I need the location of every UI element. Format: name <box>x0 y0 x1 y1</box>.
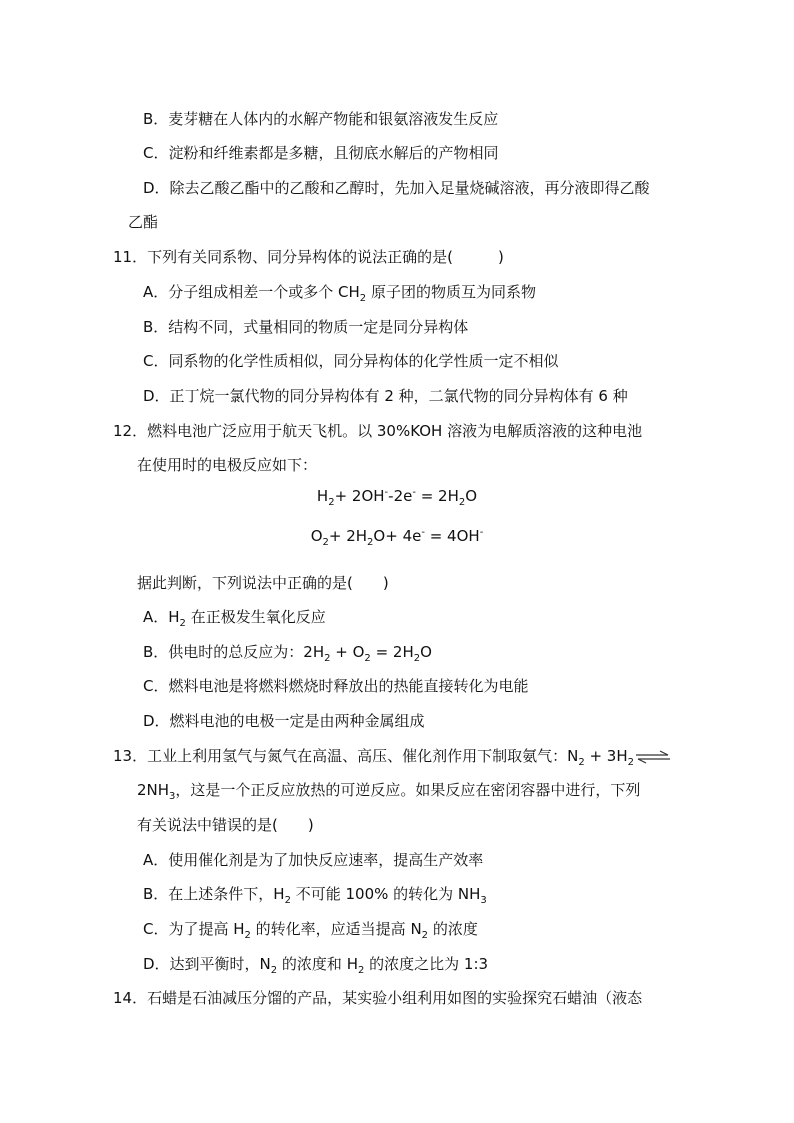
q11-option-b: B．结构不同，式量相同的物质一定是同分异构体 <box>143 318 469 336</box>
q13-stem-line2: $2NH_3$，这是一个正反应放热的可逆反应。如果反应在密闭容器中进行，下列 <box>137 781 641 802</box>
q10-option-d-continued: 乙酯 <box>128 213 159 231</box>
q12-option-c: C．燃料电池是将燃料燃烧时释放出的热能直接转化为电能 <box>143 677 529 695</box>
q12-equation-1: $H_2+ 2OH^--2e^- = 2H_2O$ <box>316 487 478 508</box>
q13-stem-line3: 有关说法中错误的是( ) <box>137 816 314 834</box>
q12-stem-line1: 12．燃料电池广泛应用于航天飞机。以 30%KOH 溶液为电解质溶液的这种电池 <box>113 422 643 440</box>
q10-option-d: D．除去乙酸乙酯中的乙酸和乙醇时，先加入足量烧碱溶液，再分液即得乙酸 <box>143 179 650 197</box>
q10-option-c: C．淀粉和纤维素都是多糖，且彻底水解后的产物相同 <box>143 144 499 162</box>
q11-stem: 11．下列有关同系物、同分异构体的说法正确的是( ) <box>113 248 504 266</box>
q11-option-d: D．正丁烷一氯代物的同分异构体有 2 种，二氯代物的同分异构体有 6 种 <box>143 387 628 405</box>
q12-stem-line3: 据此判断，下列说法中正确的是( ) <box>137 574 389 592</box>
q12-equation-2: $O_2+ 2H_2O+ 4e^- = 4OH^-$ <box>310 527 484 548</box>
q14-stem-line1: 14．石蜡是石油减压分馏的产品，某实验小组利用如图的实验探究石蜡油（液态 <box>113 989 643 1007</box>
q12-option-b: B．供电时的总反应为：$2H_2 + O_2 = 2H_2O$ <box>143 643 432 664</box>
q12-stem-line2: 在使用时的电极反应如下： <box>137 456 318 474</box>
q13-option-a: A．使用催化剂是为了加快反应速率，提高生产效率 <box>143 851 484 869</box>
q11-option-a: A．分子组成相差一个或多个 $CH_2$ 原子团的物质互为同系物 <box>143 283 536 304</box>
q12-option-d: D．燃料电池的电极一定是由两种金属组成 <box>143 712 425 730</box>
q11-option-c: C．同系物的化学性质相似，同分异构体的化学性质一定不相似 <box>143 352 559 370</box>
q13-stem-line1: 13．工业上利用氢气与氮气在高温、高压、催化剂作用下制取氨气：$N_2 + 3H_2$ <box>113 745 670 774</box>
q10-option-b: B．麦芽糖在人体内的水解产物能和银氨溶液发生反应 <box>143 110 499 128</box>
q13-option-d: D．达到平衡时，$N_2$ 的浓度和 $H_2$ 的浓度之比为 1:3 <box>143 955 489 976</box>
q13-option-c: C．为了提高 $H_2$ 的转化率，应适当提高 $N_2$ 的浓度 <box>143 920 478 941</box>
q13-option-b: B．在上述条件下，$H_2$ 不可能 100% 的转化为 $NH_3$ <box>143 885 487 906</box>
q12-option-a: A．$H_2$ 在正极发生氧化反应 <box>143 608 326 629</box>
reversible-arrow-icon <box>636 750 670 764</box>
